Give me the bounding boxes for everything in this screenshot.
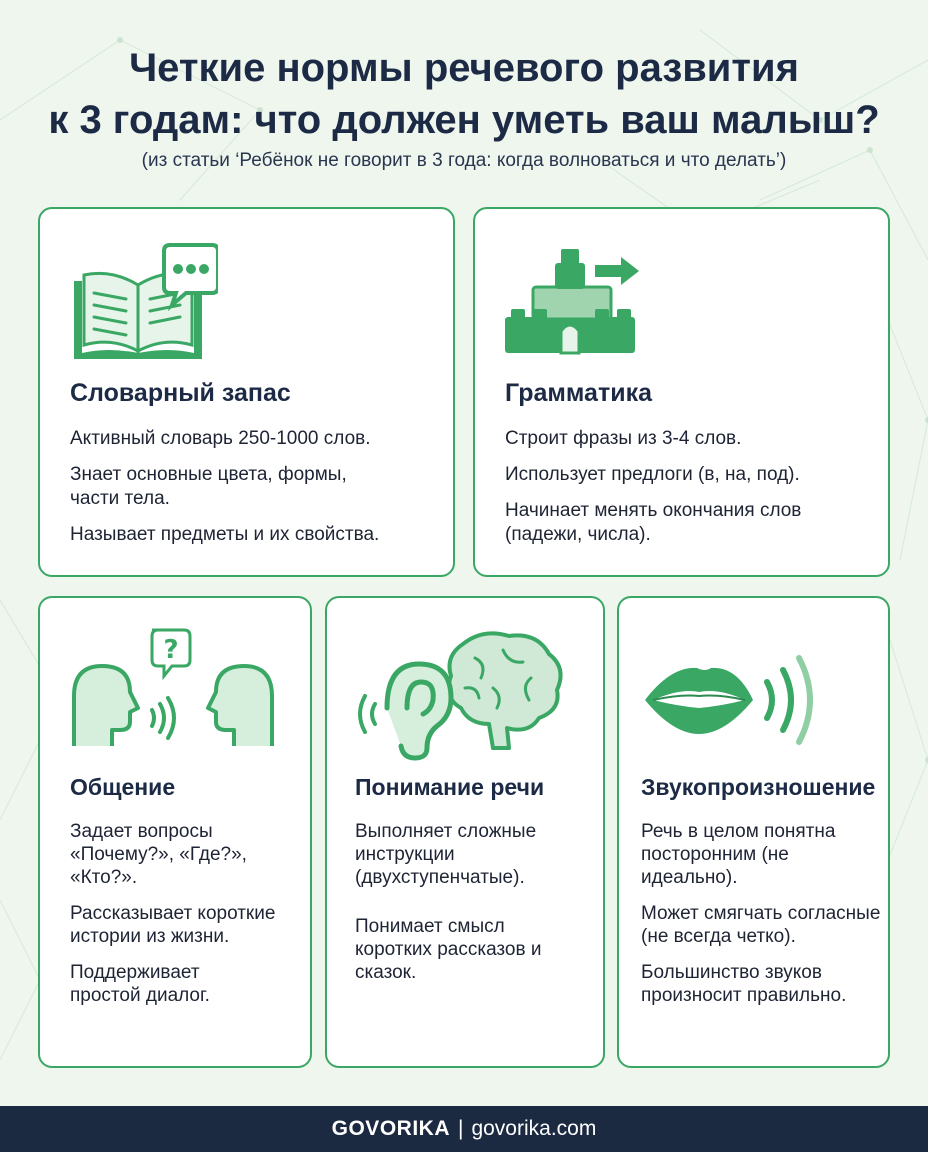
page-title-line-2: к 3 годам: что должен уметь ваш малыш? xyxy=(48,98,880,142)
page-title xyxy=(0,42,928,146)
card-communication xyxy=(38,596,312,1068)
card-comprehension xyxy=(325,596,605,1068)
card-comprehension-title: Понимание речи xyxy=(355,774,545,800)
card-pronunciation-title: Звукопроизношение xyxy=(641,774,876,800)
footer xyxy=(0,1106,928,1152)
card-vocabulary xyxy=(38,207,455,577)
list-item: Понимает смысл коротких рассказов и сказок. xyxy=(355,916,542,983)
list-item: Большинство звуков произносит правильно. xyxy=(641,962,847,1006)
ear-brain-icon xyxy=(353,624,569,762)
page-subtitle: (из статьи ‘Ребёнок не говорит в 3 года: когда волноваться и что делать’) xyxy=(141,150,787,171)
list-item: Речь в целом понятна посторонним (не идеально). xyxy=(641,821,836,888)
list-item: Активный словарь 250-1000 слов. xyxy=(70,428,371,449)
svg-text:?: ? xyxy=(163,635,179,665)
footer-brand: GOVORIKA xyxy=(331,1117,450,1140)
lips-sound-waves-icon xyxy=(641,646,821,756)
list-item: Выполняет сложные инструкции (двухступенчатые). xyxy=(355,821,537,888)
card-grammar xyxy=(473,207,890,577)
list-item: Называет предметы и их свойства. xyxy=(70,524,380,545)
card-comprehension-list xyxy=(355,820,595,997)
blocks-castle-arrow-icon xyxy=(503,245,643,357)
card-vocabulary-list xyxy=(70,427,440,559)
card-communication-list xyxy=(70,820,302,1020)
card-pronunciation xyxy=(617,596,890,1068)
list-item: Начинает менять окончания слов (падежи, числа). xyxy=(505,500,802,545)
book-speech-bubble-icon xyxy=(68,241,218,366)
footer-separator: | xyxy=(457,1117,464,1140)
list-item: Поддерживает простой диалог. xyxy=(70,962,210,1006)
list-item: Строит фразы из 3-4 слов. xyxy=(505,428,742,449)
card-grammar-title: Грамматика xyxy=(505,379,652,407)
list-item: Использует предлоги (в, на, под). xyxy=(505,464,800,485)
card-vocabulary-title: Словарный запас xyxy=(70,379,291,407)
list-item: Может смягчать согласные (не всегда четко). xyxy=(641,903,881,947)
card-communication-title: Общение xyxy=(70,774,176,800)
card-grammar-list xyxy=(505,427,875,559)
list-item: Рассказывает короткие истории из жизни. xyxy=(70,903,276,947)
two-heads-dialogue-icon xyxy=(68,626,288,754)
card-pronunciation-list xyxy=(641,820,887,1020)
list-item: Знает основные цвета, формы, части тела. xyxy=(70,464,347,509)
page-title-line-1: Четкие нормы речевого развития xyxy=(129,46,799,90)
list-item: Задает вопросы «Почему?», «Где?», «Кто?». xyxy=(70,821,247,888)
footer-site-link[interactable]: govorika.com xyxy=(471,1117,597,1140)
